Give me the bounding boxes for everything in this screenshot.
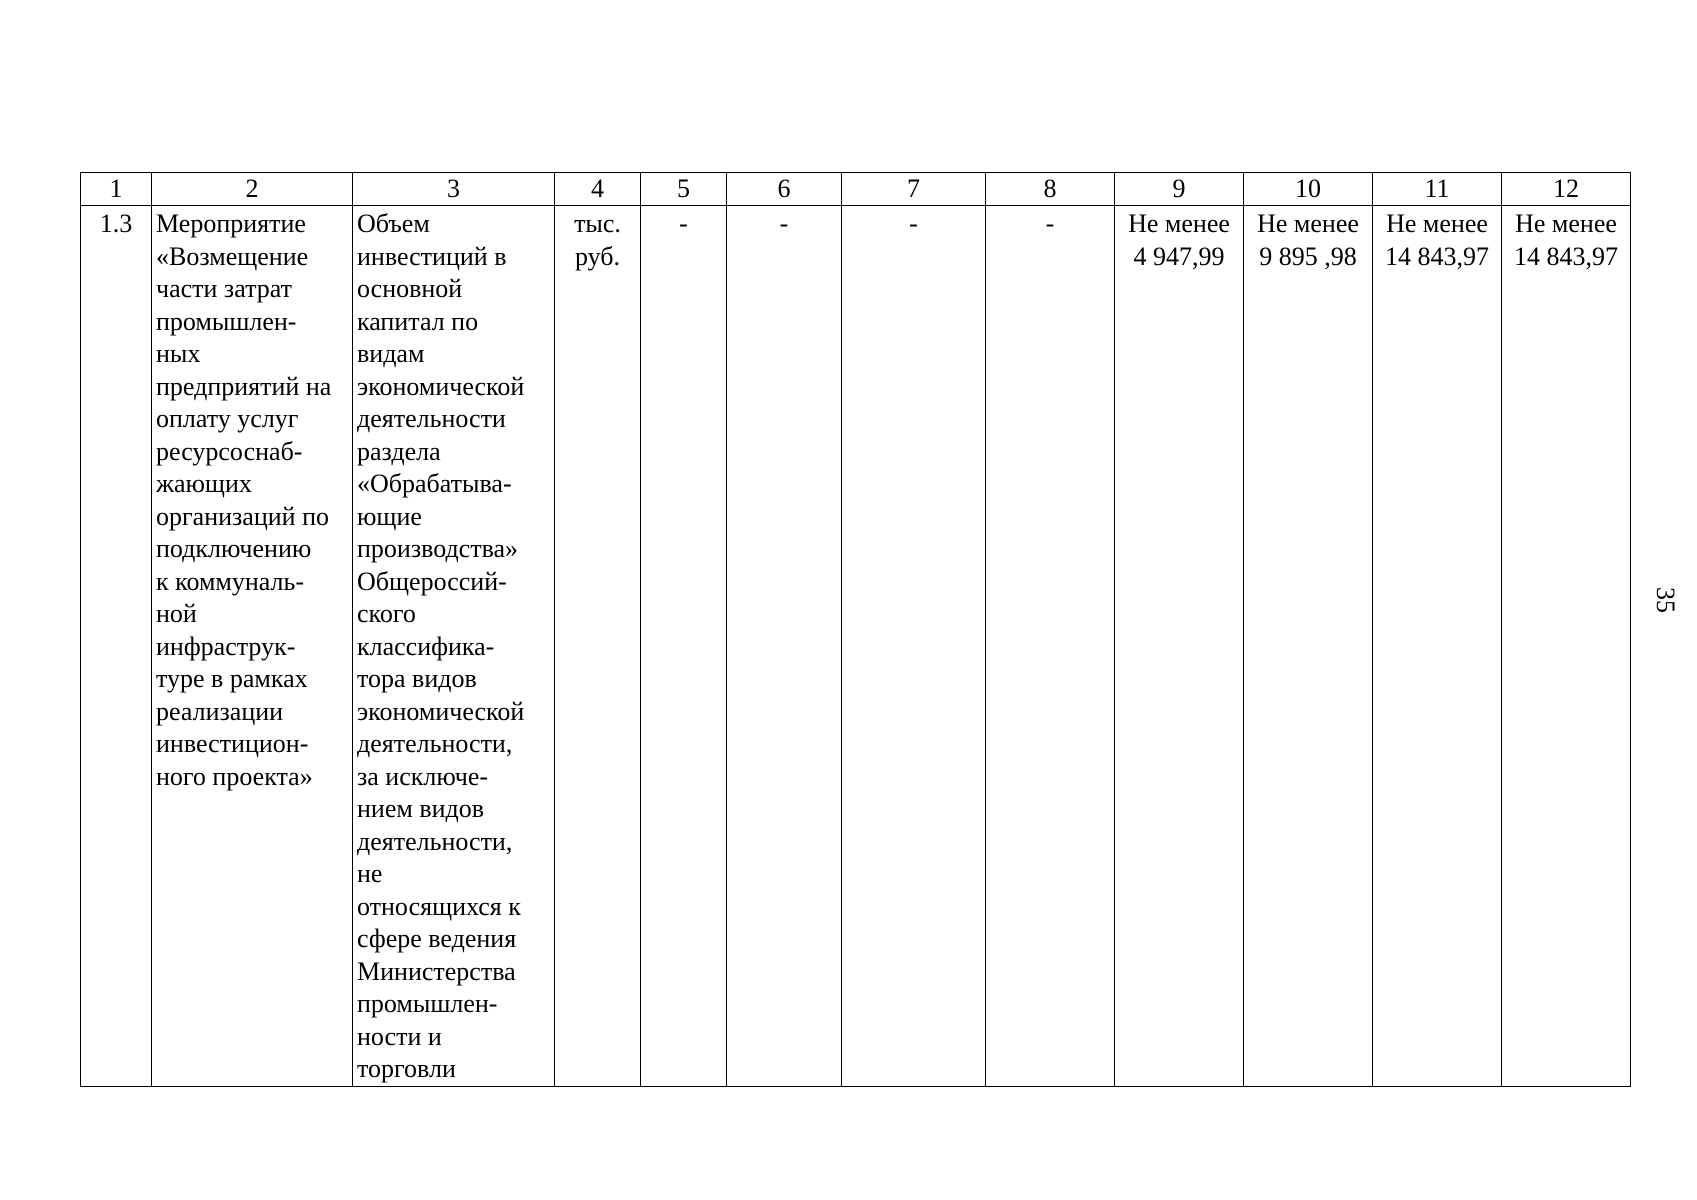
value-cell-9: Не менее 4 947,99 bbox=[1115, 206, 1244, 1087]
page-number: 35 bbox=[1651, 587, 1680, 613]
unit-cell: тыс. руб. bbox=[555, 206, 641, 1087]
row-number-cell: 1.3 bbox=[81, 206, 152, 1087]
column-number-5: 5 bbox=[641, 173, 727, 206]
column-number-4: 4 bbox=[555, 173, 641, 206]
value-cell-8: - bbox=[986, 206, 1115, 1087]
value-cell-5: - bbox=[641, 206, 727, 1087]
column-number-8: 8 bbox=[986, 173, 1115, 206]
indicators-table bbox=[80, 172, 1631, 1087]
column-number-7: 7 bbox=[842, 173, 986, 206]
table-row bbox=[81, 206, 1631, 1087]
indicator-name-cell: Объем инвестиций в основной капитал по видам экономической деятельности раздела «Обрабатыва- ющие производства» Общероссий- ского классифика- тора видов экономической деятельности, за исключе- нием видов деятельности, не относящихся к сфере ведения Министерства промышлен- ности и торговли bbox=[353, 206, 555, 1087]
value-cell-6: - bbox=[727, 206, 842, 1087]
column-number-10: 10 bbox=[1244, 173, 1373, 206]
value-cell-10: Не менее 9 895 ,98 bbox=[1244, 206, 1373, 1087]
column-number-3: 3 bbox=[353, 173, 555, 206]
column-number-11: 11 bbox=[1373, 173, 1502, 206]
column-number-9: 9 bbox=[1115, 173, 1244, 206]
value-cell-11: Не менее 14 843,97 bbox=[1373, 206, 1502, 1087]
event-name-cell: Мероприятие «Возмещение части затрат промышлен- ных предприятий на оплату услуг ресурсоснаб- жающих организаций по подключению к коммуналь- ной инфраструк- туре в рамках реализации инвестицион- ного проекта» bbox=[152, 206, 353, 1087]
column-number-2: 2 bbox=[152, 173, 353, 206]
column-number-12: 12 bbox=[1502, 173, 1631, 206]
value-cell-12: Не менее 14 843,97 bbox=[1502, 206, 1631, 1087]
column-number-1: 1 bbox=[81, 173, 152, 206]
column-number-6: 6 bbox=[727, 173, 842, 206]
column-number-row bbox=[81, 173, 1631, 206]
value-cell-7: - bbox=[842, 206, 986, 1087]
